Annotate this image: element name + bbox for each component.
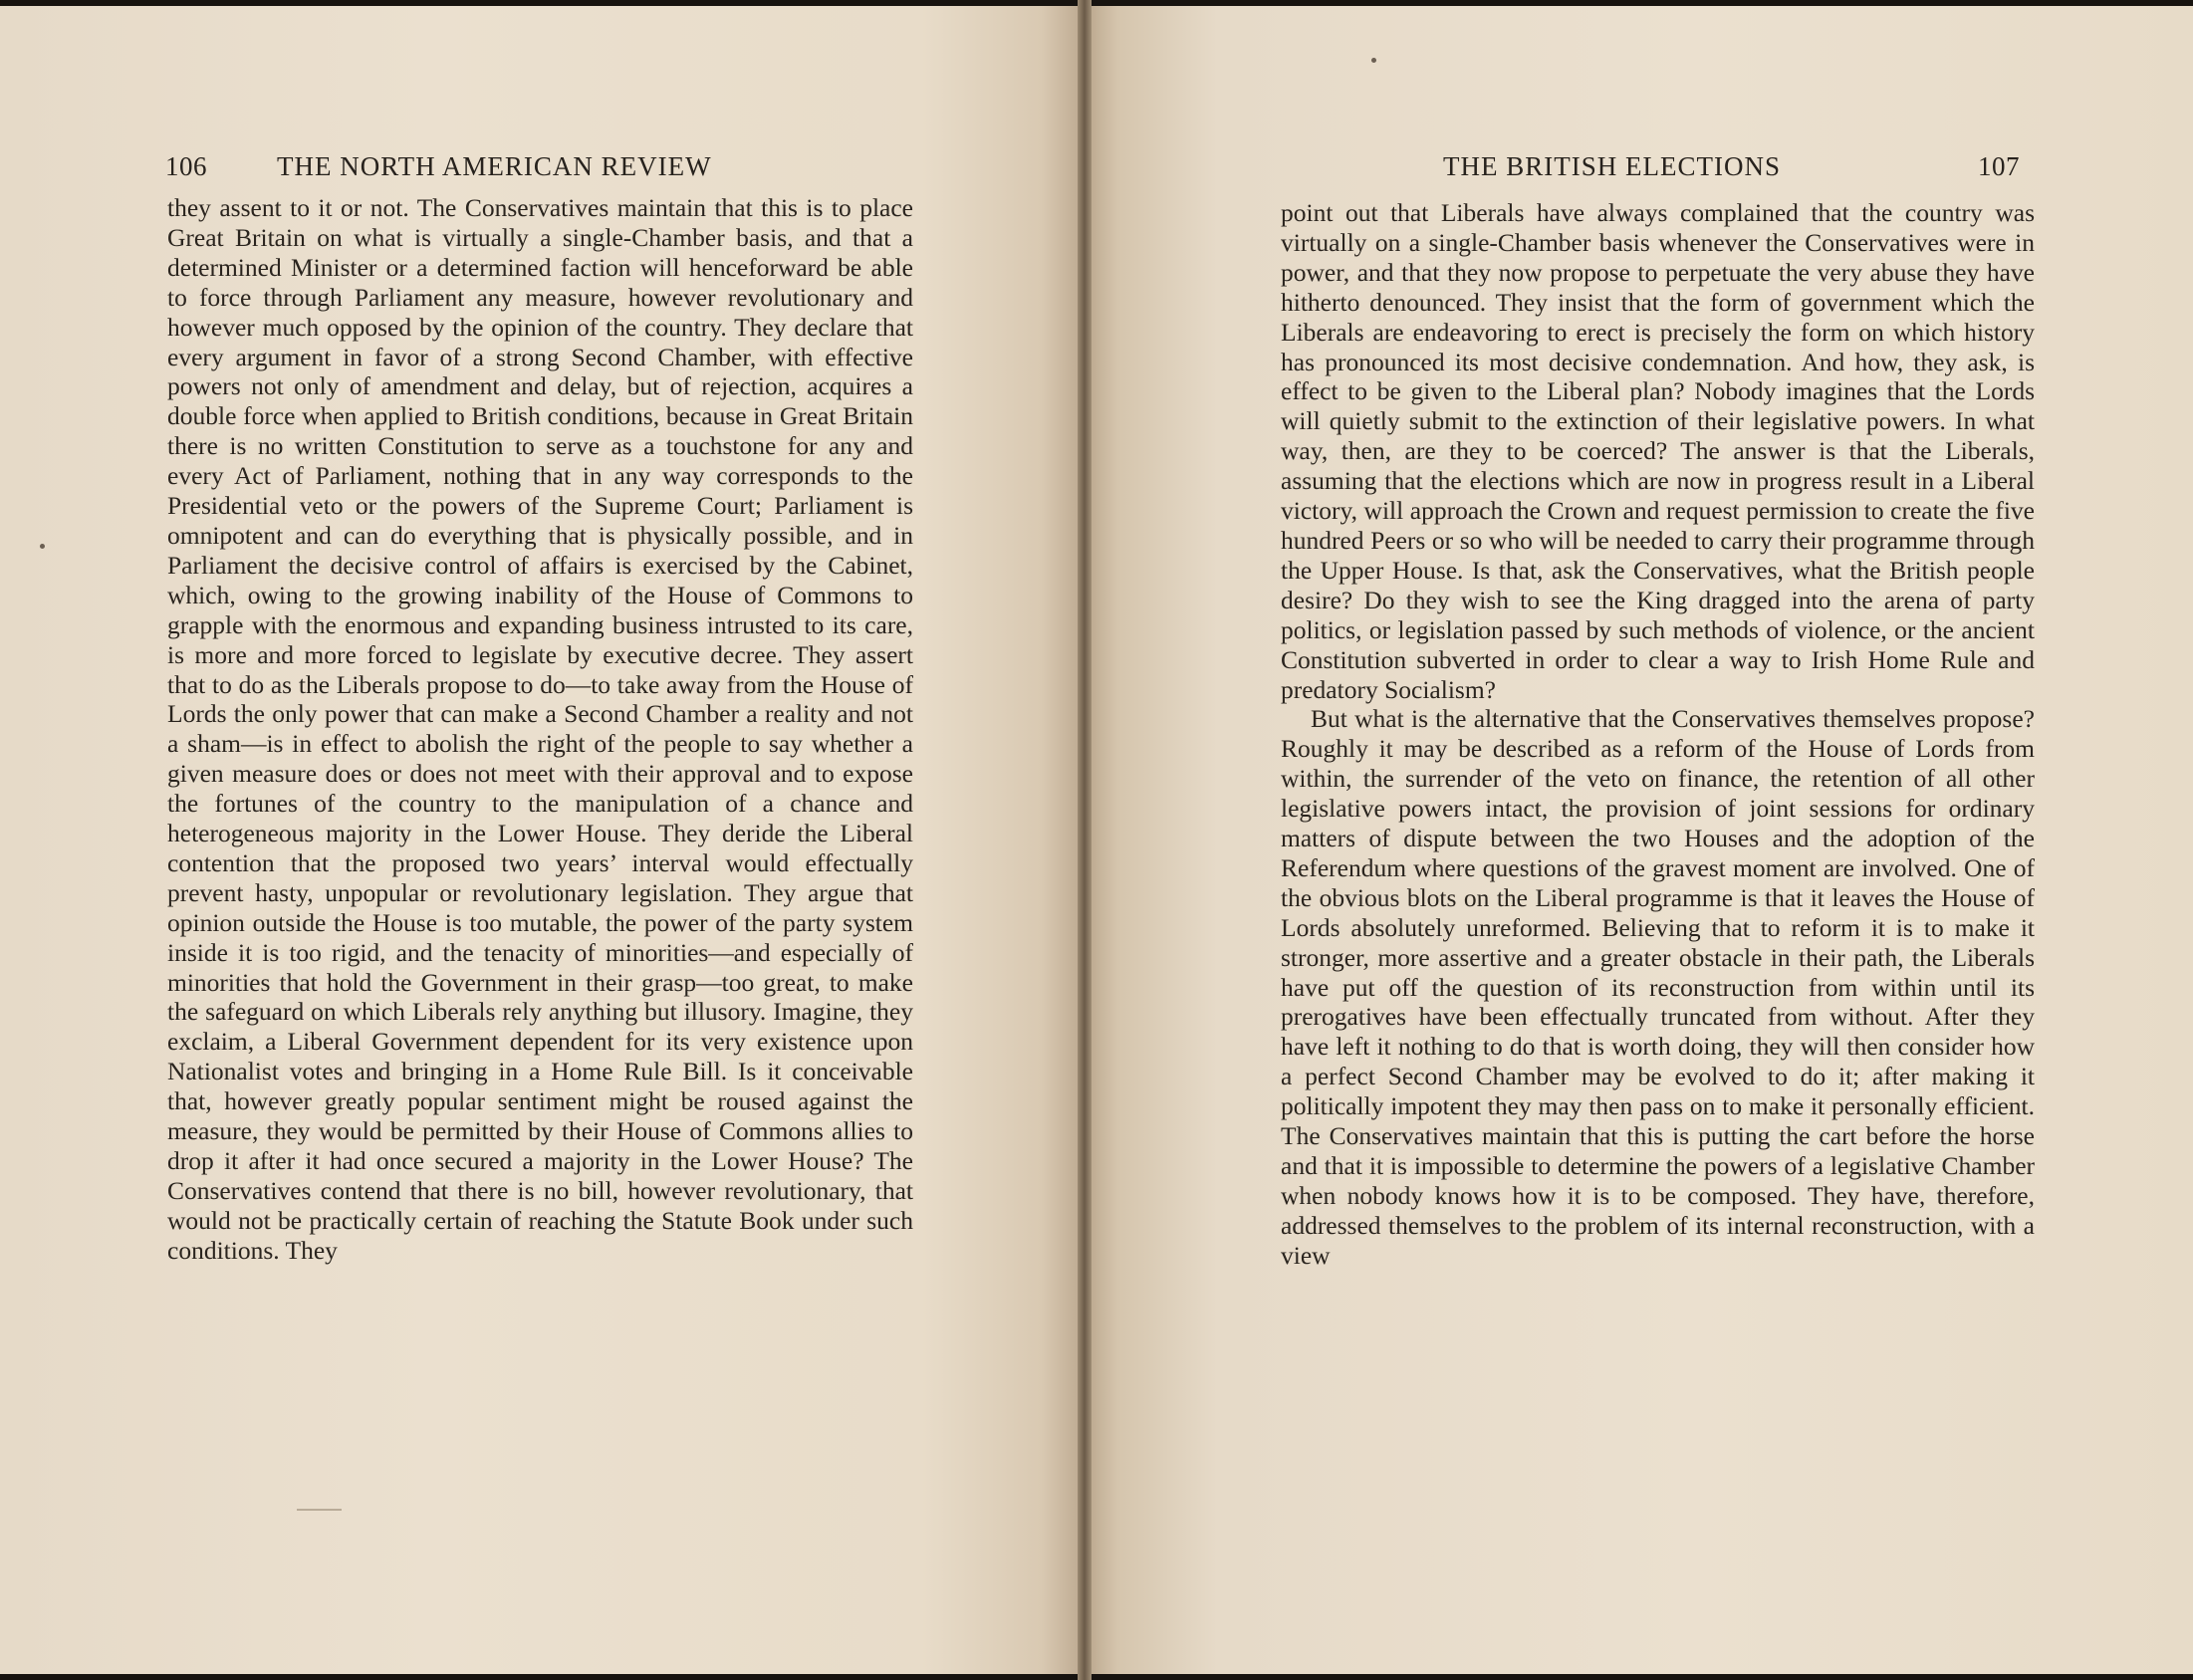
left-body-text <box>167 193 913 1266</box>
paper-speck <box>1371 58 1376 63</box>
right-paragraph-1: point out that Liberals have always complained that the country was virtually on a single-Chamber basis whenever the Conservatives were in power, and that they now propose to perpetuate the very abuse they have hitherto denounced. They insist that the form of government which the Liberals are endeavoring to erect is precisely the form on which history has pronounced its most decisive condemnation. And how, they ask, is effect to be given to the Liberal plan? Nobody imagines that the Lords will quietly submit to the extinction of their legislative powers. In what way, then, are they to be coerced? The answer is that the Liberals, assuming that the elections which are now in progress result in a Liberal victory, will approach the Crown and request permission to create the five hundred Peers or so who will be needed to carry their programme through the Upper House. Is that, ask the Conservatives, what the British people desire? Do they wish to see the King dragged into the arena of party politics, or legislation passed by such methods of violence, or the ancient Constitution subverted in order to clear a way to Irish Home Rule and predatory Socialism? <box>1281 198 2035 704</box>
right-page <box>1085 6 2193 1674</box>
right-page-number: 107 <box>1978 151 2020 181</box>
right-running-head: THE BRITISH ELECTIONS <box>1443 151 1781 181</box>
left-page <box>0 6 1085 1674</box>
paper-mark <box>297 1509 342 1511</box>
left-running-head: THE NORTH AMERICAN REVIEW <box>277 151 712 181</box>
right-paragraph-2: But what is the alternative that the Conservatives themselves propose? Roughly it may be described as a reform of the House of Lords from within, the surrender of the veto on finance, the retention of all other legislative powers intact, the provision of joint sessions for ordinary matters of dispute between the two Houses and the adoption of the Referendum where questions of the gravest moment are involved. One of the obvious blots on the Liberal programme is that it leaves the House of Lords absolutely unreformed. Believing that to reform it is to make it stronger, more assertive and a greater obstacle in their path, the Liberals have put off the question of its reconstruction from within until its prerogatives have been effectually truncated from without. After they have left it nothing to do that is worth doing, they will then consider how a perfect Second Chamber may be evolved to do it; after making it politically impotent they may then pass on to make it personally efficient. The Conservatives maintain that this is putting the cart before the horse and that it is impossible to determine the powers of a legislative Chamber when nobody knows how it is to be composed. They have, therefore, addressed themselves to the problem of its internal reconstruction, with a view <box>1281 704 2035 1270</box>
book-gutter <box>1078 0 1092 1680</box>
left-paragraph-1: they assent to it or not. The Conservatives maintain that this is to place Great Britain on what is virtually a single-Chamber basis, and that a determined Minister or a determined faction will henceforward be able to force through Parliament any measure, however revolutionary and however much opposed by the opinion of the country. They declare that every argument in favor of a strong Second Chamber, with effective powers not only of amendment and delay, but of rejection, acquires a double force when applied to British conditions, because in Great Britain there is no written Constitution to serve as a touchstone for any and every Act of Parliament, nothing that in any way corresponds to the Presidential veto or the powers of the Supreme Court; Parliament is omnipotent and can do everything that is physically possible, and in Parliament the decisive control of affairs is exercised by the Cabinet, which, owing to the growing inability of the House of Commons to grapple with the enormous and expanding business intrusted to its care, is more and more forced to legislate by executive decree. They assert that to do as the Liberals propose to do—to take away from the House of Lords the only power that can make a Second Chamber a reality and not a sham—is in effect to abolish the right of the people to say whether a given measure does or does not meet with their approval and to expose the fortunes of the country to the manipulation of a chance and heterogeneous majority in the Lower House. They deride the Liberal contention that the proposed two years’ interval would effectually prevent hasty, unpopular or revolutionary legislation. They argue that opinion outside the House is too mutable, the power of the party system inside it is too rigid, and the tenacity of minorities—and especially of minorities that hold the Government in their grasp—too great, to make the safeguard on which Liberals rely anything but illusory. Imagine, they exclaim, a Liberal Government dependent for its very existence upon Nationalist votes and bringing in a Home Rule Bill. Is it conceivable that, however greatly popular sentiment might be roused against the measure, they would be permitted by their House of Commons allies to drop it after it had once secured a majority in the Lower House? The Conservatives contend that there is no bill, however revolutionary, that would not be practically certain of reaching the Statute Book under such conditions. They <box>167 193 913 1265</box>
left-page-number: 106 <box>165 151 207 181</box>
right-body-text <box>1281 198 2035 1271</box>
paper-speck <box>40 544 45 549</box>
